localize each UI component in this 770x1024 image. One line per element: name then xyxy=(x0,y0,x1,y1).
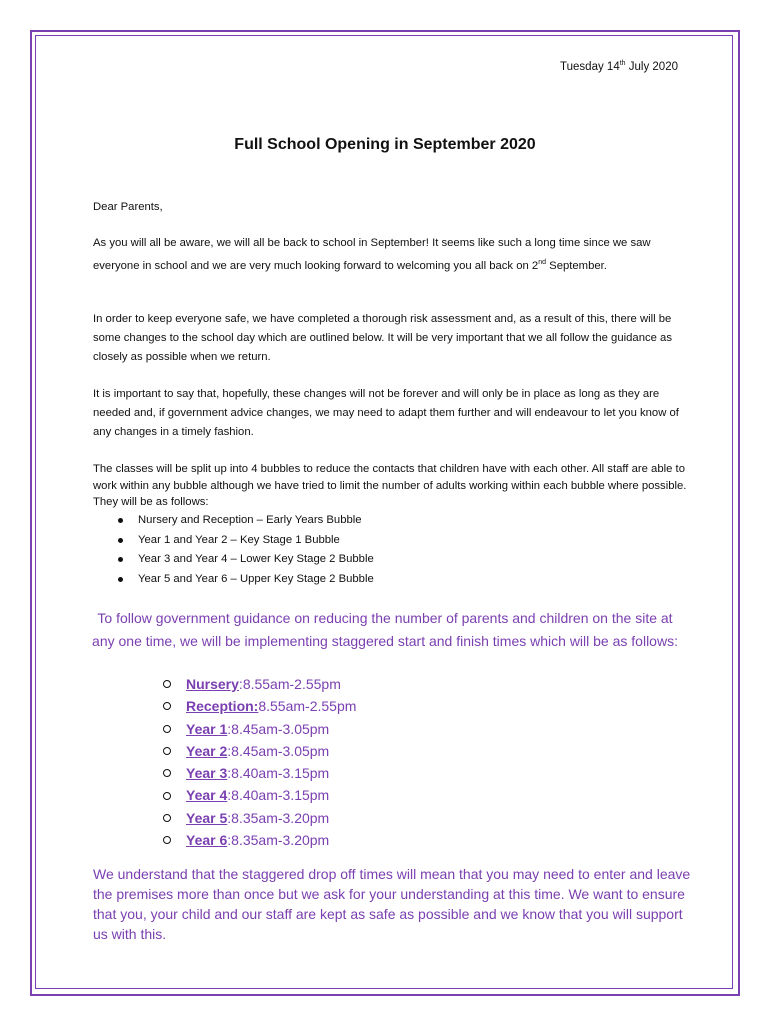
paragraph-bubbles: The classes will be split up into 4 bubbles to reduce the contacts that children have with each other. All staff are able to work within any bubble although we have tried to limit the number of adults working within each bubble where possible. They will be as follows: xyxy=(93,463,687,508)
list-item: Reception: 8.55am-2.55pm xyxy=(163,695,356,717)
list-item: Year 2 : 8.45am-3.05pm xyxy=(163,740,356,762)
closing-paragraph: We understand that the staggered drop off times will mean that you may need to enter and leave the premises more than once but we ask for your understanding at this time. We want to ensure that you, your child and our staff are kept as safe as possible and we know that you will support us with this. xyxy=(93,866,691,942)
list-item: Year 5 and Year 6 – Upper Key Stage 2 Bubble xyxy=(118,570,374,590)
bullet-icon xyxy=(118,577,123,582)
bubble-list xyxy=(118,511,374,589)
list-item: Year 1 and Year 2 – Key Stage 1 Bubble xyxy=(118,531,374,551)
list-item: Year 3 : 8.40am-3.15pm xyxy=(163,762,356,784)
bullet-icon xyxy=(118,538,123,543)
circle-bullet-icon xyxy=(163,725,171,733)
circle-bullet-icon xyxy=(163,747,171,755)
circle-bullet-icon xyxy=(163,702,171,710)
bullet-icon xyxy=(118,518,123,523)
bullet-icon xyxy=(118,557,123,562)
list-item: Nursery : 8.55am-2.55pm xyxy=(163,673,356,695)
circle-bullet-icon xyxy=(163,792,171,800)
circle-bullet-icon xyxy=(163,769,171,777)
paragraph-changes: It is important to say that, hopefully, these changes will not be forever and will only be in place as long as they are needed and, if government advice changes, we may need to adapt them further and will endeavour to let you know of any changes in a timely fashion. xyxy=(93,388,679,438)
list-item: Year 5 : 8.35am-3.20pm xyxy=(163,807,356,829)
letter-date: Tuesday 14th July 2020 xyxy=(560,60,678,73)
list-item: Year 6 : 8.35am-3.20pm xyxy=(163,829,356,851)
paragraph-welcome: As you will all be aware, we will all be back to school in September! It seems like such a long time since we saw everyone in school and we are very much looking forward to welcoming you all back on 2nd September. xyxy=(93,237,651,272)
greeting: Dear Parents, xyxy=(93,201,163,213)
list-item: Nursery and Reception – Early Years Bubble xyxy=(118,511,374,531)
staggered-times-list xyxy=(163,673,356,851)
circle-bullet-icon xyxy=(163,680,171,688)
staggered-times-intro: To follow government guidance on reducing the number of parents and children on the site at any one time, we will be implementing staggered start and finish times which will be as follows: xyxy=(92,610,678,649)
circle-bullet-icon xyxy=(163,814,171,822)
list-item: Year 4 : 8.40am-3.15pm xyxy=(163,784,356,806)
list-item: Year 3 and Year 4 – Lower Key Stage 2 Bubble xyxy=(118,550,374,570)
circle-bullet-icon xyxy=(163,836,171,844)
letter-title: Full School Opening in September 2020 xyxy=(234,136,536,153)
list-item: Year 1 : 8.45am-3.05pm xyxy=(163,718,356,740)
paragraph-risk-assessment: In order to keep everyone safe, we have completed a thorough risk assessment and, as a result of this, there will be some changes to the school day which are outlined below. It will be very important that we all follow the guidance as closely as possible when we return. xyxy=(93,313,672,363)
